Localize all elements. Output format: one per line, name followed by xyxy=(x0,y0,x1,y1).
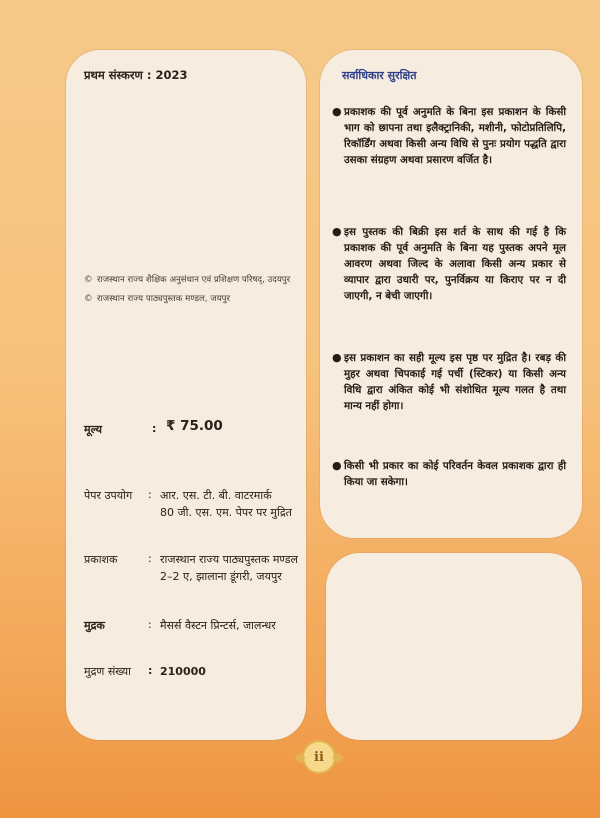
bullet-icon: ● xyxy=(332,225,342,238)
price-value: ₹ 75.00 xyxy=(166,418,223,434)
publisher-colon: : xyxy=(148,552,152,565)
printer-label: मुद्रक xyxy=(84,619,105,632)
rights-clause-text: प्रकाशक की पूर्व अनुमति के बिना इस प्रकाशन के किसी भाग को छापना तथा इलैक्ट्रानिकी, मशीनी, फोटोप्रतिलिपि, रिकॉर्डिंग अथवा किसी अन्य विधि से पुनः प्रयोग पद्धति द्वारा उसका संग्रहण अथवा प्रसारण वर्जित है। xyxy=(344,106,566,166)
publisher-value-line-2: 2–2 ए, झालाना डूंगरी, जयपुर xyxy=(160,570,282,583)
price-colon: : xyxy=(152,422,157,435)
bullet-icon: ● xyxy=(332,459,342,472)
publisher-label: प्रकाशक xyxy=(84,553,118,566)
edition-label: प्रथम संस्करण : 2023 xyxy=(84,68,188,82)
copyright-text: राजस्थान राज्य शैक्षिक अनुसंधान एवं प्रशिक्षण परिषद्, उदयपुर xyxy=(97,275,291,285)
printer-value: मैसर्स वैस्टन प्रिन्टर्स, जालन्धर xyxy=(160,619,276,632)
print-count-value: 210000 xyxy=(160,665,206,678)
paper-colon: : xyxy=(148,488,152,501)
paper-value-line-2: 80 जी. एस. एम. पेपर पर मुद्रित xyxy=(160,506,292,519)
copyright-text: राजस्थान राज्य पाठ्यपुस्तक मण्डल, जयपुर xyxy=(97,294,231,304)
rights-clause-text: इस प्रकाशन का सही मूल्य इस पृष्ठ पर मुद्रित है। रबड़ की मुहर अथवा चिपकाई गई पर्ची (स्टिकर) या किसी अन्य विधि द्वारा अंकित कोई भी संशोधित मूल्य गलत है तथा मान्य नहीं होगा। xyxy=(344,352,566,412)
blank-panel xyxy=(326,553,582,740)
page-number-badge xyxy=(302,740,336,774)
copyright-line xyxy=(84,273,290,285)
rights-clause-text: किसी भी प्रकार का कोई परिवर्तन केवल प्रकाशक द्वारा ही किया जा सकेगा। xyxy=(344,460,566,488)
rights-clause xyxy=(332,224,566,304)
publisher-value-line-1: राजस्थान राज्य पाठ्यपुस्तक मण्डल xyxy=(160,553,298,566)
print-count-colon: : xyxy=(148,664,153,677)
rights-clause-text: इस पुस्तक की बिक्री इस शर्त के साथ की गई है कि प्रकाशक की पूर्व अनुमति के बिना यह पुस्तक अपने मूल आवरण अथवा जिल्द के अलावा किसी अन्य प्रकार से व्यापार द्वारा उधारी पर, पुनर्विक्रय या किराए पर न दी जाएगी, न बेची जाएगी। xyxy=(344,226,566,302)
copyright-line xyxy=(84,292,230,304)
bullet-icon: ● xyxy=(332,351,342,364)
rights-heading: सर्वाधिकार सुरक्षित xyxy=(342,69,417,82)
rights-clause xyxy=(332,458,566,490)
left-imprint-panel xyxy=(66,50,306,740)
print-count-label: मुद्रण संख्या xyxy=(84,665,131,678)
paper-value-line-1: आर. एस. टी. बी. वाटरमार्क xyxy=(160,489,272,502)
rights-clause xyxy=(332,350,566,414)
printer-colon: : xyxy=(148,618,152,631)
page-number: ii xyxy=(314,749,324,765)
bullet-icon: ● xyxy=(332,105,342,118)
copyright-icon: © xyxy=(84,294,93,304)
copyright-icon: © xyxy=(84,275,93,285)
paper-label: पेपर उपयोग xyxy=(84,489,133,502)
rights-clause xyxy=(332,104,566,168)
price-label: मूल्य xyxy=(84,423,102,436)
